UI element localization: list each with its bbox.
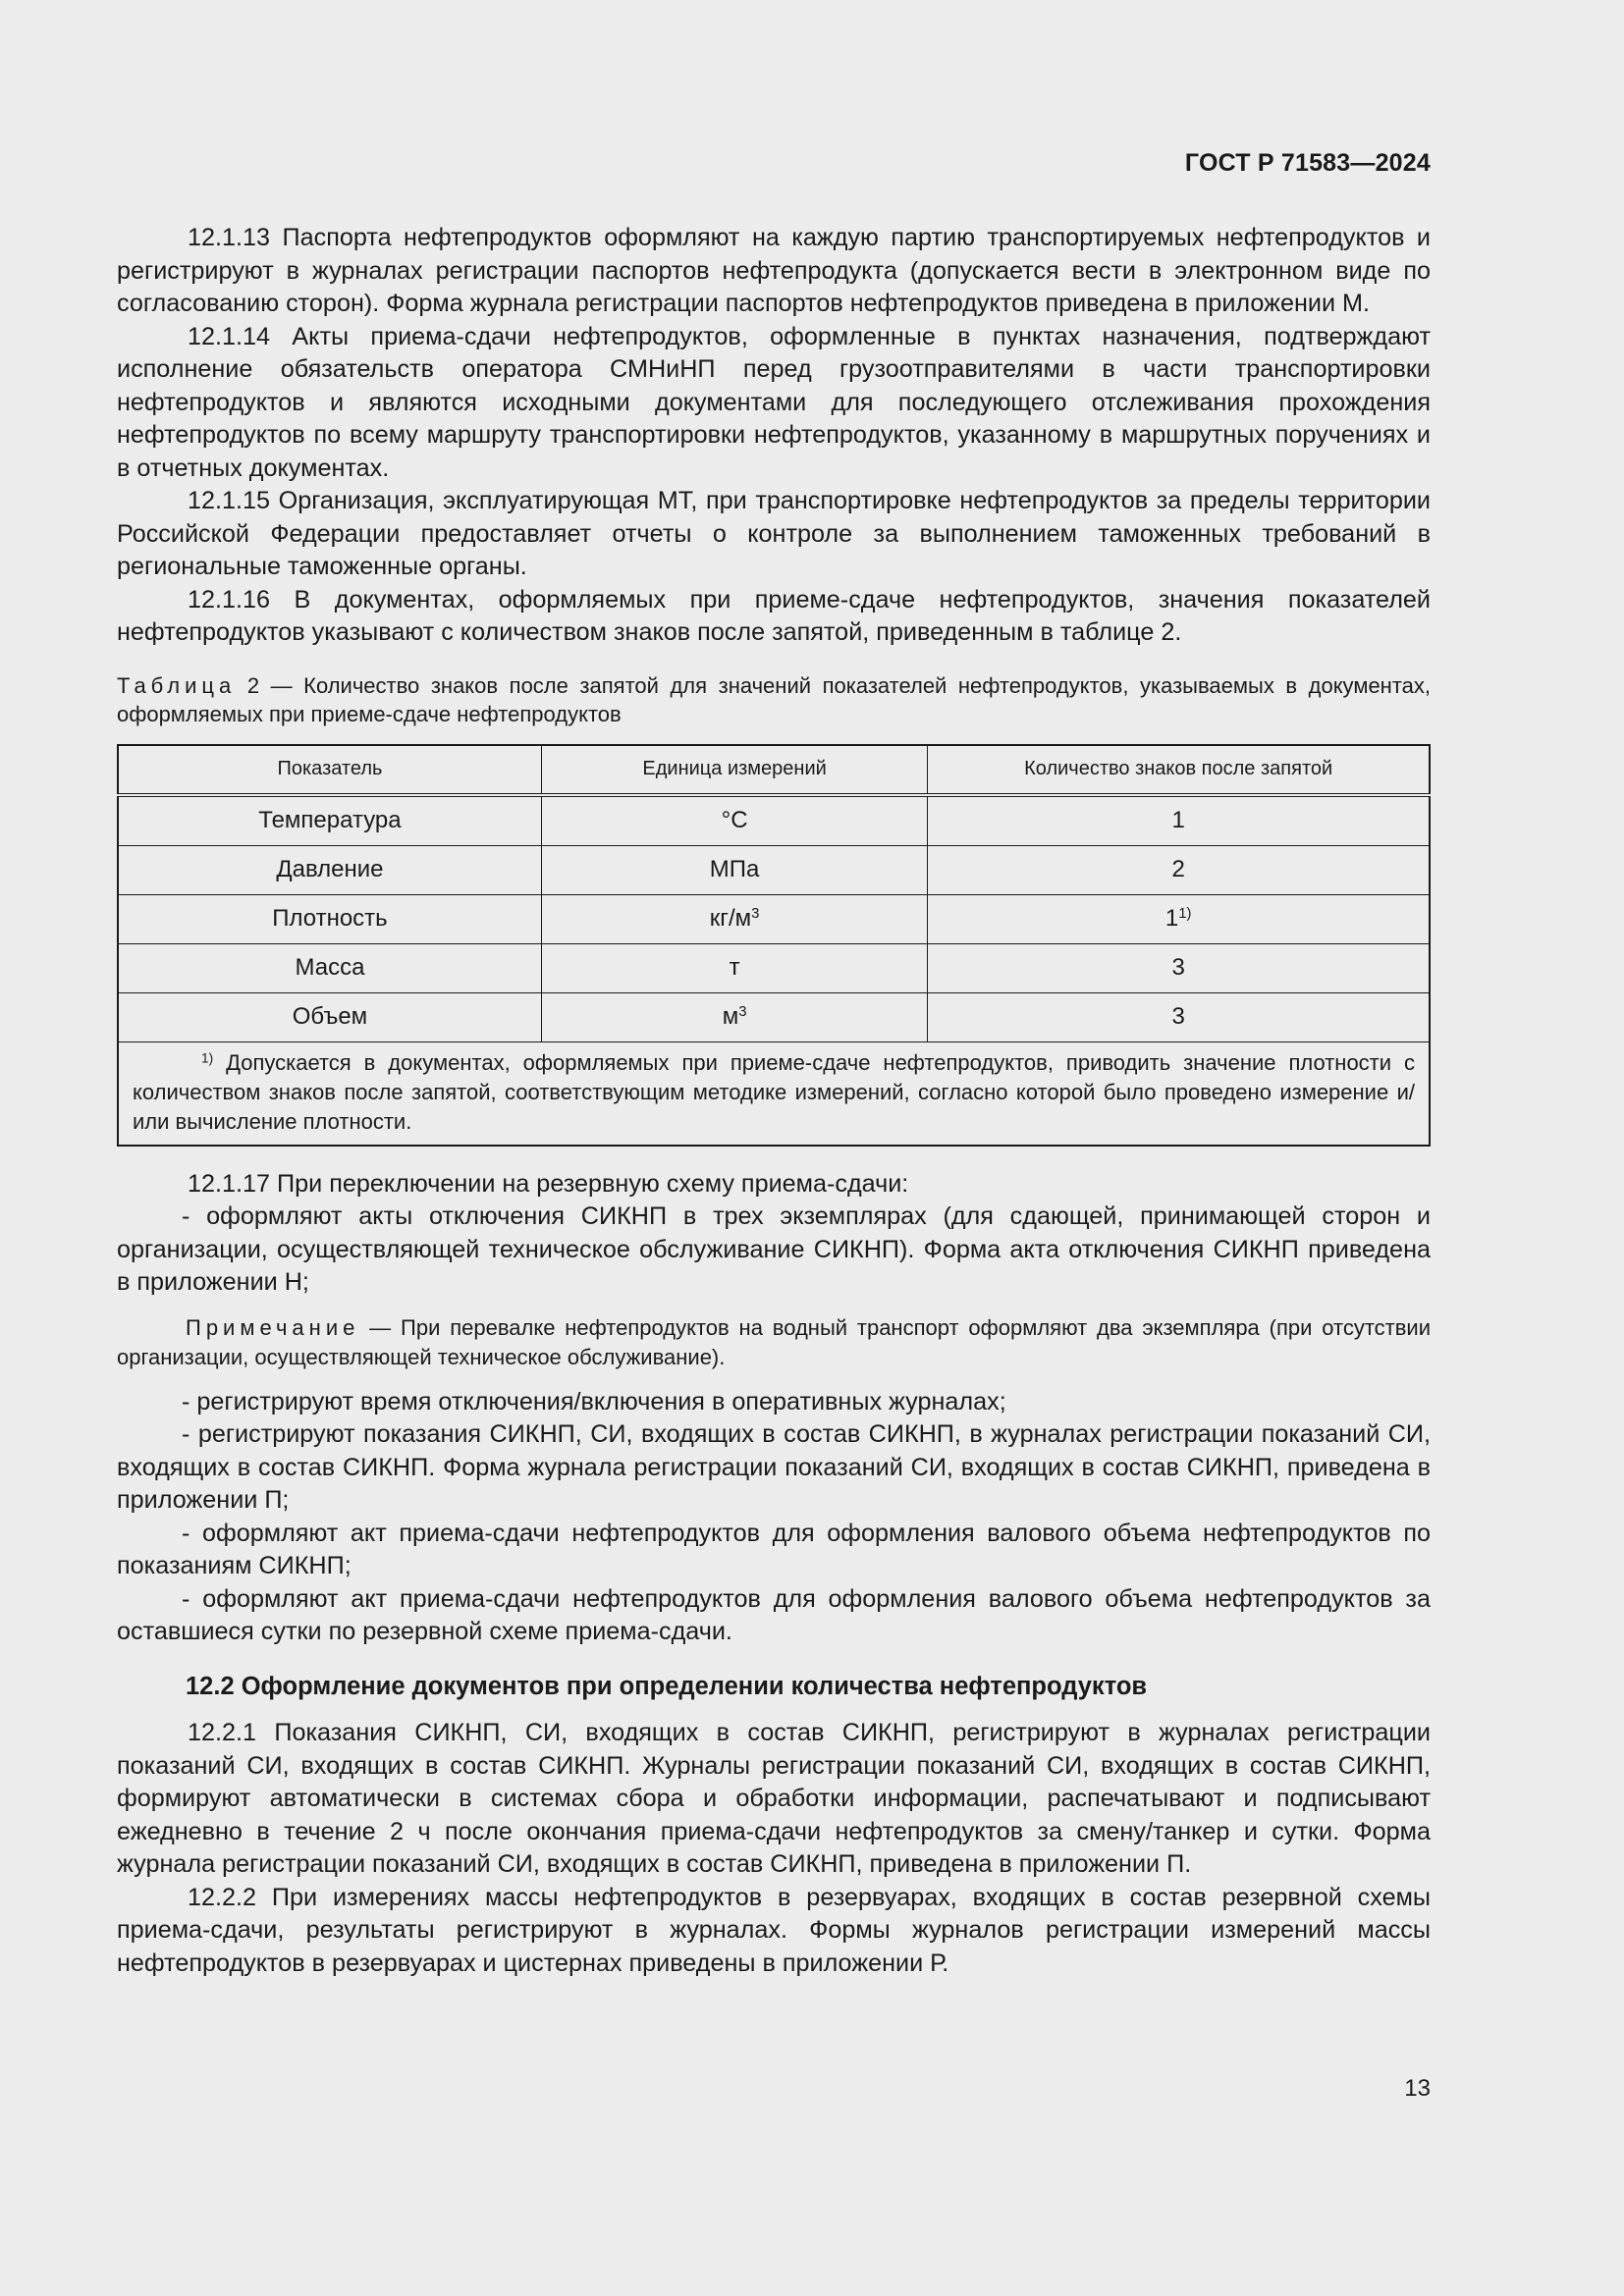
list-item: - оформляют акты отключения СИКНП в трех экземплярах (для сдающей, принимающей сторон и организации, осуществляющей техническое обслуживание СИКНП). Форма акта отключения СИКНП приведена в приложении Н; <box>117 1202 1431 1296</box>
table-header-row <box>118 745 1430 795</box>
table-2 <box>117 744 1431 1147</box>
table-row <box>118 795 1430 846</box>
row-indicator: Давление <box>118 845 541 894</box>
row-digits: 1$^{1)}$ <box>928 894 1430 943</box>
footnote-mark: 1) <box>201 1050 214 1065</box>
paragraph-12-2-2: 12.2.2 При измерениях массы нефтепродуктов в резервуарах, входящих в состав резервной схемы приема-сдачи, результаты регистрируют в журналах. Формы журналов регистрации измерений массы нефтепродуктов в резервуарах и цистернах приведены в приложении Р. <box>117 1883 1431 1977</box>
list-item: - регистрируют показания СИКНП, СИ, входящих в состав СИКНП, в журналах регистрации показаний СИ, входящих в состав СИКНП. Форма журнала регистрации показаний СИ, входящих в состав СИКНП, приведена в приложении П; <box>117 1420 1431 1514</box>
table-row <box>118 894 1430 943</box>
table-caption-label: Таблица <box>117 672 237 698</box>
page-content <box>117 222 1431 1980</box>
document-id-header: ГОСТ Р 71583—2024 <box>1184 149 1431 177</box>
column-header-indicator: Показатель <box>118 745 541 795</box>
note <box>117 1313 1431 1372</box>
row-unit: т <box>541 943 927 992</box>
column-header-unit: Единица измерений <box>541 745 927 795</box>
table-caption <box>117 671 1431 728</box>
row-unit: МПа <box>541 845 927 894</box>
row-indicator: Объем <box>118 992 541 1041</box>
row-digits: 2 <box>928 845 1430 894</box>
column-header-digits: Количество знаков после запятой <box>928 745 1430 795</box>
row-digits: 1 <box>928 795 1430 846</box>
row-unit: °С <box>541 795 927 846</box>
paragraph-12-1-16: 12.1.16 В документах, оформляемых при приеме-сдаче нефтепродуктов, значения показателей нефтепродуктов указывают с количеством знаков после запятой, приведенным в таблице 2. <box>117 585 1431 646</box>
section-heading-12-2: 12.2 Оформление документов при определении количества нефтепродуктов <box>186 1672 1148 1700</box>
row-digits: 3 <box>928 992 1430 1041</box>
table-row <box>118 845 1430 894</box>
paragraph-12-2-1: 12.2.1 Показания СИКНП, СИ, входящих в состав СИКНП, регистрируют в журналах регистрации показаний СИ, входящих в состав СИКНП. Журналы регистрации показаний СИ, входящих в состав СИКНП, формируют автоматически в системах сбора и обработки информации, распечатывают и подписывают ежедневно в течение 2 ч после окончания приема-сдачи нефтепродуктов за смену/танкер и сутки. Форма журнала регистрации показаний СИ, входящих в состав СИКНП, приведена в приложении П. <box>117 1719 1431 1878</box>
table-row <box>118 943 1430 992</box>
table-footnote <box>118 1041 1430 1146</box>
row-unit: $кг/м^3$ <box>541 894 927 943</box>
table-footnote-row <box>118 1041 1430 1146</box>
page-number: 13 <box>1404 2075 1431 2102</box>
table-row <box>118 992 1430 1041</box>
paragraph-12-1-14: 12.1.14 Акты приема-сдачи нефтепродуктов, оформленные в пунктах назначения, подтверждают исполнение обязательств оператора СМНиНП перед грузоотправителями в части транспортировки нефтепродуктов и являются исходными документами для последующего отслеживания прохождения нефтепродуктов по всему маршруту транспортировки нефтепродуктов, указанному в маршрутных поручениях и в отчетных документах. <box>117 322 1431 482</box>
note-label: Примечание <box>186 1314 360 1340</box>
row-indicator: Масса <box>118 943 541 992</box>
paragraph-12-1-15: 12.1.15 Организация, эксплуатирующая МТ, при транспортировке нефтепродуктов за пределы территории Российской Федерации предоставляет отчеты о контроле за выполнением таможенных требований в региональные таможенные органы. <box>117 487 1431 580</box>
row-unit: $м^3$ <box>541 992 927 1041</box>
row-indicator: Плотность <box>118 894 541 943</box>
row-indicator: Температура <box>118 795 541 846</box>
list-item: - оформляют акт приема-сдачи нефтепродуктов для оформления валового объема нефтепродуктов по показаниям СИКНП; <box>117 1519 1431 1579</box>
list-item: - регистрируют время отключения/включения в оперативных журналах; <box>182 1387 1006 1415</box>
paragraph-12-1-17: 12.1.17 При переключении на резервную схему приема-сдачи: <box>188 1169 909 1198</box>
row-digits: 3 <box>928 943 1430 992</box>
list-item: - оформляют акт приема-сдачи нефтепродуктов для оформления валового объема нефтепродуктов за оставшиеся сутки по резервной схеме приема-сдачи. <box>117 1584 1431 1645</box>
note-text: — При перевалке нефтепродуктов на водный транспорт оформляют два экземпляра (при отсутствии организации, осуществляющей техническое обслуживание). <box>117 1314 1431 1369</box>
paragraph-12-1-13: 12.1.13 Паспорта нефтепродуктов оформляют на каждую партию транспортируемых нефтепродуктов и регистрируют в журналах регистрации паспортов нефтепродукта (допускается вести в электронном виде по согласованию сторон). Форма журнала регистрации паспортов нефтепродуктов приведена в приложении М. <box>117 224 1431 317</box>
table-caption-text: 2 — Количество знаков после запятой для значений показателей нефтепродуктов, указываемых в документах, оформляемых при приеме-сдаче нефтепродуктов <box>117 672 1431 726</box>
footnote-text: Допускается в документах, оформляемых при приеме-сдаче нефтепродуктов, приводить значение плотности с количеством знаков после запятой, соответствующим методике измерений, согласно которой было проведено измерение и/или вычисление плотности. <box>133 1049 1415 1134</box>
